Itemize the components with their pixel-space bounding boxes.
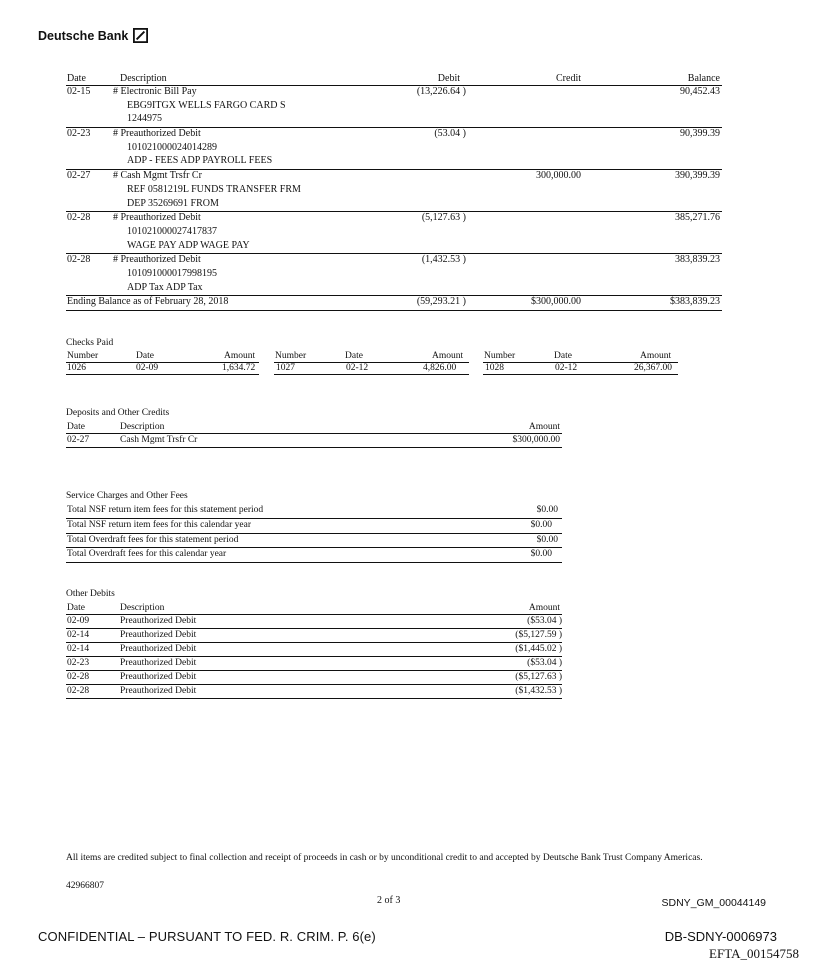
- tx-date: 02-15: [67, 86, 91, 97]
- other-debit-amount: ($1,432.53 ): [515, 686, 562, 696]
- other-debits-table: [66, 602, 562, 699]
- deposits-header: [66, 421, 562, 434]
- check-number: 1028: [485, 363, 504, 373]
- header-date: Date: [67, 73, 86, 84]
- tx-desc-detail: 101021000024014289: [127, 141, 217, 153]
- service-charges-table: [66, 504, 562, 563]
- deposits-table: [66, 421, 562, 448]
- bank-brand: [38, 28, 148, 43]
- header-credit: Credit: [556, 73, 581, 84]
- fee-amount: $0.00: [536, 534, 558, 545]
- check-number: 1026: [67, 363, 86, 373]
- transaction-row: [66, 128, 722, 170]
- other-debit-row: [66, 671, 562, 685]
- deposits-title: Deposits and Other Credits: [66, 408, 170, 418]
- header-debit: Debit: [437, 73, 460, 84]
- other-debit-date: 02-23: [67, 658, 90, 668]
- ending-balance-label: Ending Balance as of February 28, 2018: [67, 296, 229, 308]
- other-debits-title: Other Debits: [66, 589, 115, 599]
- transactions-header: [66, 73, 722, 86]
- other-debits-header-amount: Amount: [528, 603, 560, 613]
- service-charges-title: Service Charges and Other Fees: [66, 491, 188, 501]
- tx-debit: (1,432.53 ): [421, 254, 466, 266]
- fee-amount: $0.00: [530, 519, 552, 530]
- tx-date: 02-27: [67, 170, 91, 182]
- transaction-row: [66, 170, 722, 212]
- deposits-header-date: Date: [67, 422, 85, 432]
- bates-sdny-number: SDNY_GM_00044149: [661, 897, 766, 909]
- fee-amount: $0.00: [536, 505, 558, 515]
- bates-db-number: DB-SDNY-0006973: [664, 929, 777, 944]
- ending-debit-total: (59,293.21 ): [416, 296, 466, 308]
- tx-balance: 385,271.76: [675, 212, 720, 224]
- header-description: Description: [120, 73, 167, 84]
- check-header-date: Date: [554, 351, 572, 361]
- tx-balance: 383,839.23: [675, 254, 720, 266]
- other-debit-row: [66, 685, 562, 699]
- transaction-row: [66, 212, 722, 254]
- fee-label: Total NSF return item fees for this calendar year: [67, 519, 251, 530]
- fee-amount: $0.00: [530, 549, 552, 560]
- tx-debit: (13,226.64 ): [416, 86, 466, 97]
- transactions-table: [66, 73, 722, 311]
- tx-debit: (53.04 ): [434, 128, 466, 140]
- tx-desc-detail: REF 0581219L FUNDS TRANSFER FRM: [127, 183, 301, 195]
- tx-desc-detail: DEP 35269691 FROM: [127, 197, 219, 209]
- check-header-date: Date: [136, 351, 154, 361]
- fee-row: [66, 519, 562, 534]
- tx-desc-main: # Cash Mgmt Trsfr Cr: [113, 170, 202, 182]
- deposit-amount: $300,000.00: [512, 435, 560, 445]
- ending-balance-total: $383,839.23: [670, 296, 720, 308]
- tx-desc-main: # Electronic Bill Pay: [113, 86, 197, 97]
- tx-desc-detail: WAGE PAY ADP WAGE PAY: [127, 239, 250, 251]
- fee-label: Total Overdraft fees for this calendar year: [67, 549, 227, 560]
- tx-desc-detail: ADP Tax ADP Tax: [127, 281, 203, 293]
- other-debit-description: Preauthorized Debit: [120, 686, 197, 696]
- other-debit-amount: ($5,127.59 ): [515, 630, 562, 640]
- other-debit-date: 02-09: [67, 616, 90, 626]
- checks-paid-title: Checks Paid: [66, 338, 114, 348]
- page-number: 2 of 3: [377, 895, 401, 906]
- other-debit-row: [66, 629, 562, 643]
- checks-row: [66, 362, 680, 374]
- checks-paid-table: [66, 350, 680, 374]
- ending-credit-total: $300,000.00: [531, 296, 581, 308]
- check-date: 02-12: [346, 363, 369, 373]
- other-debits-header: [66, 602, 562, 615]
- other-debits-header-description: Description: [120, 603, 165, 613]
- other-debit-amount: ($1,445.02 ): [515, 644, 562, 654]
- other-debit-row: [66, 657, 562, 671]
- tx-desc-detail: EBG9ITGX WELLS FARGO CARD S: [127, 99, 286, 111]
- tx-date: 02-28: [67, 254, 91, 266]
- tx-desc-main: # Preauthorized Debit: [113, 254, 201, 266]
- efta-number: EFTA_00154758: [709, 946, 799, 961]
- other-debit-amount: ($53.04 ): [527, 658, 562, 668]
- tx-balance: 90,452.43: [680, 86, 720, 97]
- other-debit-row: [66, 615, 562, 629]
- tx-credit: 300,000.00: [536, 170, 581, 182]
- transaction-row: [66, 254, 722, 296]
- other-debit-amount: ($5,127.63 ): [515, 672, 562, 682]
- other-debit-amount: ($53.04 ): [527, 616, 562, 626]
- deposits-header-amount: Amount: [528, 422, 560, 432]
- deutsche-bank-logo-icon: [133, 28, 148, 43]
- deposits-header-description: Description: [120, 422, 165, 432]
- tx-desc-detail: 1244975: [127, 113, 162, 125]
- check-amount: 26,367.00: [634, 363, 672, 373]
- other-debit-date: 02-14: [67, 644, 90, 654]
- checks-header: [66, 350, 680, 362]
- tx-debit: (5,127.63 ): [421, 212, 466, 224]
- fee-label: Total NSF return item fees for this statement period: [67, 505, 264, 515]
- other-debit-description: Preauthorized Debit: [120, 672, 197, 682]
- fee-row: [66, 504, 562, 519]
- check-number: 1027: [276, 363, 295, 373]
- check-amount: 4,826.00: [423, 363, 457, 373]
- other-debit-date: 02-28: [67, 672, 90, 682]
- tx-desc-detail: 101091000017998195: [127, 267, 217, 279]
- bank-name: Deutsche Bank: [38, 28, 129, 43]
- check-header-amount: Amount: [640, 351, 672, 361]
- check-header-amount: Amount: [224, 351, 256, 361]
- tx-balance: 390,399.39: [675, 170, 720, 182]
- deposit-row: [66, 434, 562, 448]
- other-debit-date: 02-28: [67, 686, 90, 696]
- other-debit-description: Preauthorized Debit: [120, 616, 197, 626]
- tx-desc-detail: 101021000027417837: [127, 225, 217, 237]
- deposit-description: Cash Mgmt Trsfr Cr: [120, 435, 198, 445]
- transaction-row: [66, 86, 722, 128]
- other-debit-description: Preauthorized Debit: [120, 630, 197, 640]
- tx-balance: 90,399.39: [680, 128, 720, 140]
- other-debit-description: Preauthorized Debit: [120, 644, 197, 654]
- collection-footnote: All items are credited subject to final collection and receipt of proceeds in cash or by unconditional credit to and accepted by Deutsche Bank Trust Company Americas.: [66, 853, 703, 863]
- check-header-number: Number: [275, 351, 307, 361]
- other-debit-row: [66, 643, 562, 657]
- other-debit-date: 02-14: [67, 630, 90, 640]
- tx-desc-detail: ADP - FEES ADP PAYROLL FEES: [127, 155, 273, 167]
- other-debits-header-date: Date: [67, 603, 85, 613]
- check-amount: 1,634.72: [222, 363, 256, 373]
- account-reference: 42966807: [66, 881, 104, 891]
- check-date: 02-12: [555, 363, 578, 373]
- tx-desc-main: # Preauthorized Debit: [113, 128, 201, 140]
- ending-balance-row: [66, 296, 722, 311]
- deposit-date: 02-27: [67, 435, 90, 445]
- confidentiality-notice: CONFIDENTIAL – PURSUANT TO FED. R. CRIM. P. 6(e): [38, 929, 376, 944]
- fee-row: [66, 534, 562, 549]
- tx-date: 02-23: [67, 128, 91, 140]
- tx-date: 02-28: [67, 212, 91, 224]
- header-balance: Balance: [687, 73, 720, 84]
- check-header-amount: Amount: [432, 351, 464, 361]
- check-header-number: Number: [67, 351, 99, 361]
- check-header-date: Date: [345, 351, 363, 361]
- check-date: 02-09: [136, 363, 159, 373]
- check-header-number: Number: [484, 351, 516, 361]
- tx-desc-main: # Preauthorized Debit: [113, 212, 201, 224]
- fee-label: Total Overdraft fees for this statement period: [67, 534, 239, 545]
- other-debit-description: Preauthorized Debit: [120, 658, 197, 668]
- fee-row: [66, 548, 562, 563]
